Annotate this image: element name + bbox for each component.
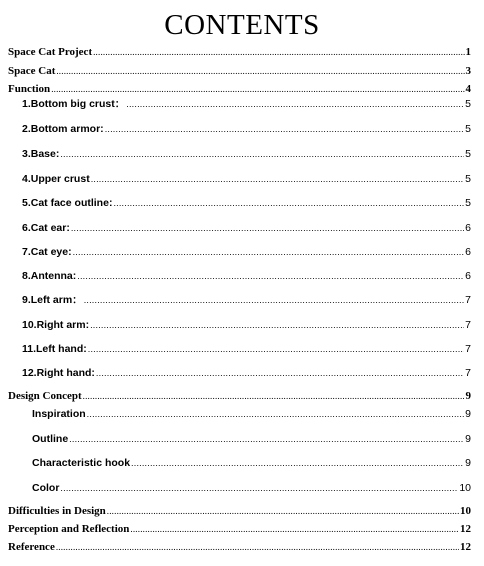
dot-leader [91, 171, 464, 187]
toc-entry-label: Design Concept [8, 390, 82, 402]
toc-entry-page: 4 [465, 83, 471, 95]
dot-leader [126, 96, 464, 112]
toc-entry-label: 8.Antenna: [22, 270, 77, 282]
dot-leader [60, 480, 458, 496]
toc-entry[interactable] [8, 63, 471, 79]
dot-leader [84, 292, 464, 308]
dot-leader [88, 341, 464, 357]
dot-leader [56, 63, 464, 79]
toc-entry-page: 6 [465, 246, 471, 258]
toc-entry-label: Space Cat Project [8, 46, 93, 58]
dot-leader [131, 455, 464, 471]
toc-entry[interactable] [22, 365, 471, 381]
dot-leader [56, 539, 459, 555]
toc-entry[interactable] [8, 388, 471, 404]
toc-entry-label: Space Cat [8, 65, 56, 77]
toc-entry[interactable] [8, 44, 471, 60]
toc-entry[interactable] [22, 195, 471, 211]
dot-leader [69, 431, 464, 447]
toc-entry-page: 9 [465, 433, 471, 445]
toc-entry[interactable] [32, 406, 471, 422]
toc-entry[interactable] [8, 81, 471, 97]
dot-leader [60, 146, 464, 162]
toc-entry-page: 10 [459, 482, 471, 494]
toc-entry[interactable] [32, 455, 471, 471]
toc-entry-page: 9 [465, 408, 471, 420]
toc-entry-page: 7 [465, 294, 471, 306]
toc-entry-label: 10.Right arm: [22, 319, 90, 331]
toc-entry[interactable] [32, 480, 471, 496]
toc-entry-label: 2.Bottom armor: [22, 123, 104, 135]
dot-leader [105, 121, 464, 137]
dot-leader [83, 388, 465, 404]
toc-entry-label: Characteristic hook [32, 457, 131, 469]
toc-entry-page: 7 [465, 343, 471, 355]
toc-entry-page: 10 [460, 505, 471, 517]
toc-entry-page: 12 [460, 541, 471, 553]
toc-entry-page: 5 [465, 148, 471, 160]
toc-entry-page: 9 [465, 390, 471, 402]
toc-entry[interactable] [22, 146, 471, 162]
toc-entry-label: Inspiration [32, 408, 86, 420]
toc-entry-page: 7 [465, 319, 471, 331]
toc-entry-label: Perception and Reflection [8, 523, 130, 535]
toc-entry[interactable] [22, 244, 471, 260]
toc-entry-page: 12 [460, 523, 471, 535]
toc-entry-label: Outline [32, 433, 69, 445]
toc-entry-page: 5 [465, 123, 471, 135]
toc-entry[interactable] [22, 292, 471, 308]
toc-entry-label: 6.Cat ear: [22, 222, 70, 234]
toc-entry-label: Reference [8, 541, 55, 553]
toc-entry[interactable] [32, 431, 471, 447]
toc-entry-label: 7.Cat eye: [22, 246, 72, 258]
dot-leader [130, 521, 459, 537]
toc-entry-page: 1 [465, 46, 471, 58]
page-title: CONTENTS [164, 9, 320, 41]
toc-entry[interactable] [22, 268, 471, 284]
toc-entry[interactable] [8, 539, 471, 555]
toc-entry[interactable] [8, 503, 471, 519]
dot-leader [51, 81, 464, 97]
toc-entry-label: Color [32, 482, 60, 494]
toc-entry-page: 5 [465, 173, 471, 185]
dot-leader [113, 195, 464, 211]
toc-entry-label: Function [8, 83, 51, 95]
toc-entry-label: Difficulties in Design [8, 505, 106, 517]
toc-entry[interactable] [22, 341, 471, 357]
dot-leader [73, 244, 465, 260]
toc-entry[interactable] [22, 220, 471, 236]
dot-leader [96, 365, 464, 381]
dot-leader [107, 503, 459, 519]
toc-entry-page: 3 [465, 65, 471, 77]
toc-entry[interactable] [22, 121, 471, 137]
toc-entry[interactable] [22, 96, 471, 112]
toc-entry-label: 5.Cat face outline: [22, 197, 113, 209]
dot-leader [71, 220, 464, 236]
toc-entry-page: 6 [465, 222, 471, 234]
toc-entry-page: 7 [465, 367, 471, 379]
toc-entry-label: 4.Upper crust [22, 173, 90, 185]
toc-entry[interactable] [22, 317, 471, 333]
dot-leader [93, 44, 464, 60]
toc-entry-page: 5 [465, 98, 471, 110]
toc-entry-label: 1.Bottom big crust： [22, 98, 126, 110]
toc-entry[interactable] [22, 171, 471, 187]
dot-leader [87, 406, 464, 422]
toc-entry-label: 12.Right hand: [22, 367, 95, 379]
toc-entry-page: 5 [465, 197, 471, 209]
toc-entry-label: 3.Base: [22, 148, 60, 160]
toc-entry-page: 9 [465, 457, 471, 469]
toc-entry-page: 6 [465, 270, 471, 282]
dot-leader [90, 317, 464, 333]
toc-entry[interactable] [8, 521, 471, 537]
dot-leader [77, 268, 464, 284]
toc-entry-label: 11.Left hand: [22, 343, 87, 355]
toc-entry-label: 9.Left arm： [22, 294, 83, 306]
